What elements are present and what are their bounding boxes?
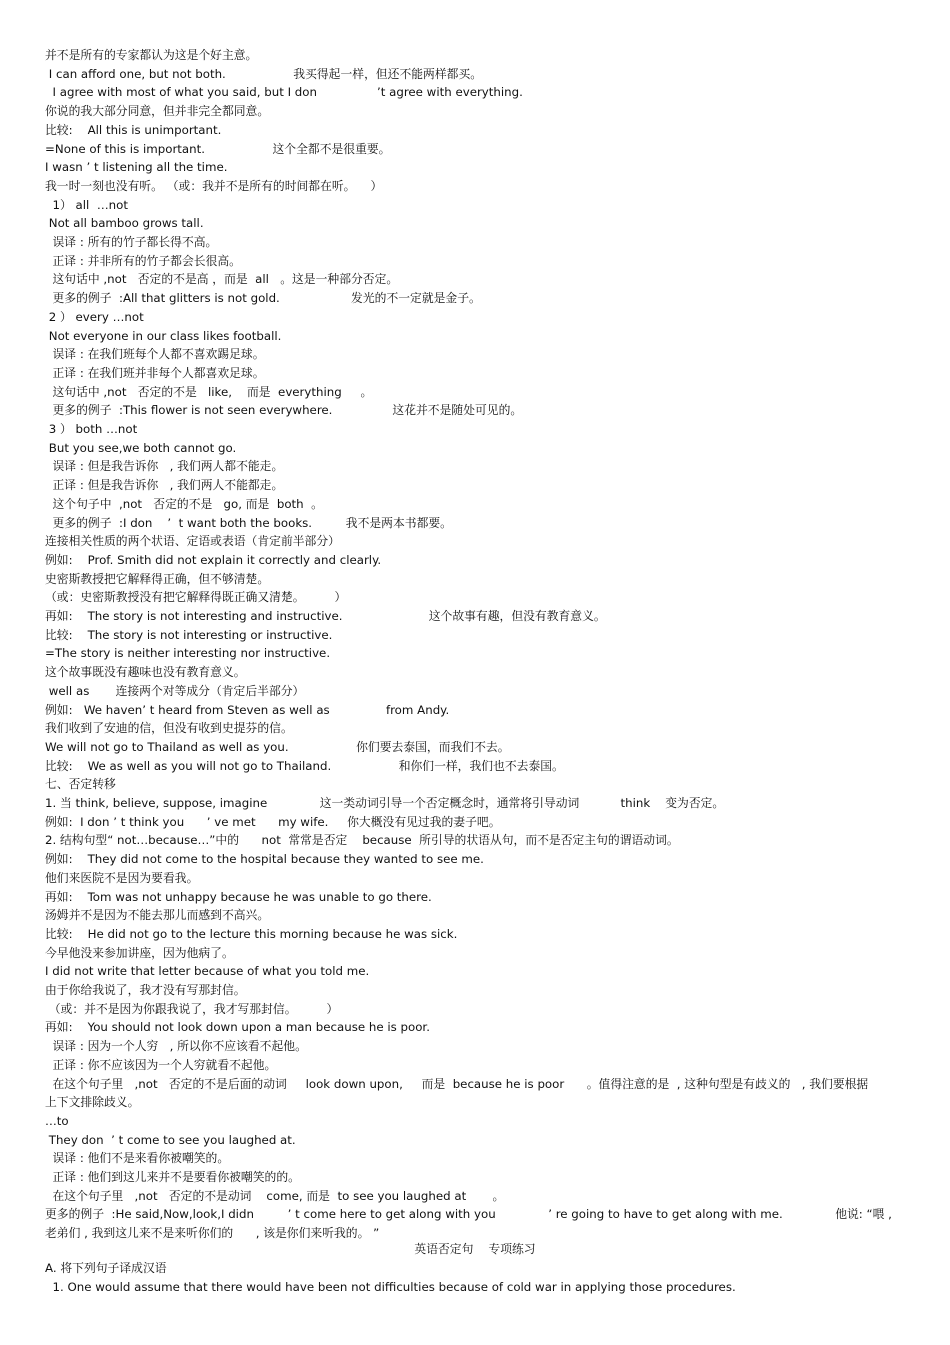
section-title: 英语否定句 专项练习 — [414, 1242, 536, 1256]
text-line: We will not go to Thailand as well as you. 你们要去泰国，而我们不去。 — [45, 739, 510, 754]
text-line: 误译 : 所有的竹子都长得不高。 — [45, 235, 218, 249]
text-line: 更多的例子 :This flower is not seen everywhere. 这花并不是随处可见的。 — [45, 403, 523, 418]
text-line: 更多的例子 :I don ’ t want both the books. 我不是两本书都要。 — [45, 515, 452, 530]
text-line: 误译 : 他们不是来看你被嘲笑的。 — [45, 1151, 230, 1166]
text-line: I agree with most of what you said, but I don ’t agree with everything. — [45, 85, 523, 100]
text-line: 例如: I don ’ t think you ’ ve met my wife. 你大概没有见过我的妻子吧。 — [45, 814, 501, 829]
text-line: 这个故事既没有趣味也没有教育意义。 — [45, 665, 246, 680]
text-line: Not all bamboo grows tall. — [45, 216, 204, 231]
text-line: 正译 : 并非所有的竹子都会长很高。 — [45, 253, 241, 268]
text-line: 上下文排除歧义。 — [45, 1095, 140, 1110]
text-line: 例如: We haven’ t heard from Steven as well as from Andy. — [45, 702, 450, 717]
text-line: 我们收到了安迪的信，但没有收到史提芬的信。 — [45, 721, 293, 736]
text-line: Not everyone in our class likes football. — [45, 328, 282, 343]
text-line: 并不是所有的专家都认为这是个好主意。 — [45, 48, 258, 62]
text-line: 正译 : 在我们班并非每个人都喜欢足球。 — [45, 365, 265, 380]
text-line: 比较: We as well as you will not go to Thailand. 和你们一样，我们也不去泰国。 — [45, 758, 564, 773]
text-line: （或：并不是因为你跟我说了，我才写那封信。 ） — [45, 1001, 339, 1016]
text-line: well as 连接两个对等成分（肯定后半部分） — [45, 683, 305, 698]
text-line: （或：史密斯教授没有把它解释得既正确又清楚。 ） — [45, 590, 347, 605]
text-line: 史密斯教授把它解释得正确，但不够清楚。 — [45, 571, 270, 586]
text-line: …to — [45, 1113, 69, 1128]
text-line: 汤姆并不是因为不能去那儿而感到不高兴。 — [45, 908, 270, 923]
text-line: 连接相关性质的两个状语、定语或表语（肯定前半部分） — [45, 534, 340, 549]
text-line: 在这个句子里 ,not 否定的不是后面的动词 look down upon, 而是 because he is poor 。值得注意的是 , 这种句型是有歧义的 , 我们要根据 — [45, 1076, 869, 1091]
text-line: They don ’ t come to see you laughed at. — [45, 1132, 296, 1147]
text-line: 正译 : 你不应该因为一个人穷就看不起他。 — [45, 1057, 277, 1072]
text-line: I wasn ’ t listening all the time. — [45, 160, 228, 175]
text-line: 正译 : 但是我告诉你 , 我们两人不能都走。 — [45, 478, 284, 493]
text-line: 1） all …not — [45, 197, 128, 212]
text-line: 老弟们 , 我到这儿来不是来听你们的 , 该是你们来听我的。 ” — [45, 1226, 380, 1241]
text-line: 3 ） both …not — [45, 422, 138, 436]
text-line: 例如: They did not come to the hospital because they wanted to see me. — [45, 852, 484, 867]
text-line: 今早他没来参加讲座，因为他病了。 — [45, 945, 234, 960]
text-line: 正译 : 他们到这儿来并不是要看你被嘲笑的的。 — [45, 1170, 300, 1184]
text-line: 他们来医院不是因为要看我。 — [45, 870, 199, 885]
text-line: 再如: You should not look down upon a man because he is poor. — [45, 1020, 430, 1035]
text-line: 由于你给我说了，我才没有写那封信。 — [45, 983, 246, 997]
text-line: =The story is neither interesting nor instructive. — [45, 646, 331, 661]
text-line: 误译 : 在我们班每个人都不喜欢踢足球。 — [45, 347, 265, 362]
text-line: 误译 : 但是我告诉你 , 我们两人都不能走。 — [45, 459, 284, 474]
text-line: I did not write that letter because of what you told me. — [45, 964, 370, 979]
text-line: 你说的我大部分同意，但并非完全都同意。 — [45, 104, 270, 119]
text-line: 这句话中 ,not 否定的不是 like, 而是 everything 。 — [45, 384, 373, 399]
text-line: But you see,we both cannot go. — [45, 440, 237, 455]
text-line: 我一时一刻也没有听。 （或：我并不是所有的时间都在听。 ） — [45, 178, 383, 193]
text-line: 七、否定转移 — [45, 777, 116, 792]
exercise-item: 1. One would assume that there would have been not difficulties because of cold war in applying those procedures. — [45, 1280, 736, 1294]
text-line: 更多的例子 :All that glitters is not gold. 发光的不一定就是金子。 — [45, 291, 481, 306]
text-line: 在这个句子里 ,not 否定的不是动词 come, 而是 to see you laughed at 。 — [45, 1188, 505, 1203]
text-line: 2 ） every …not — [45, 309, 144, 324]
exercise-heading: A. 将下列句子译成汉语 — [45, 1261, 167, 1275]
text-line: 再如: The story is not interesting and instructive. 这个故事有趣，但没有教育意义。 — [45, 609, 606, 623]
text-line: 这句话中 ,not 否定的不是高 ，而是 all 。这是一种部分否定。 — [45, 272, 399, 287]
text-line: 这个句子中 ,not 否定的不是 go, 而是 both 。 — [45, 496, 323, 511]
text-line: =None of this is important. 这个全都不是很重要。 — [45, 141, 391, 156]
text-line: 1. 当 think, believe, suppose, imagine 这一类动词引导一个否定概念时，通常将引导动词 think 变为否定。 — [45, 796, 725, 810]
text-line: 误译 : 因为一个人穷 , 所以你不应该看不起他。 — [45, 1039, 307, 1054]
text-line: 2. 结构句型“ not…because…”中的 not 常常是否定 because 所引导的状语从句，而不是否定主句的谓语动词。 — [45, 833, 679, 848]
text-line: 比较: The story is not interesting or instructive. — [45, 627, 333, 642]
text-line: 再如: Tom was not unhappy because he was unable to go there. — [45, 889, 432, 904]
text-line: 比较: He did not go to the lecture this morning because he was sick. — [45, 926, 458, 941]
text-line: 更多的例子 :He said,Now,look,I didn ’ t come here to get along with you ’ re going to have to get along with me. 他说: “喂 , — [45, 1207, 892, 1222]
text-line: 比较: All this is unimportant. — [45, 122, 222, 137]
text-line: 例如: Prof. Smith did not explain it correctly and clearly. — [45, 552, 382, 567]
text-line: I can afford one, but not both. 我买得起一样，但还不能两样都买。 — [45, 66, 483, 81]
